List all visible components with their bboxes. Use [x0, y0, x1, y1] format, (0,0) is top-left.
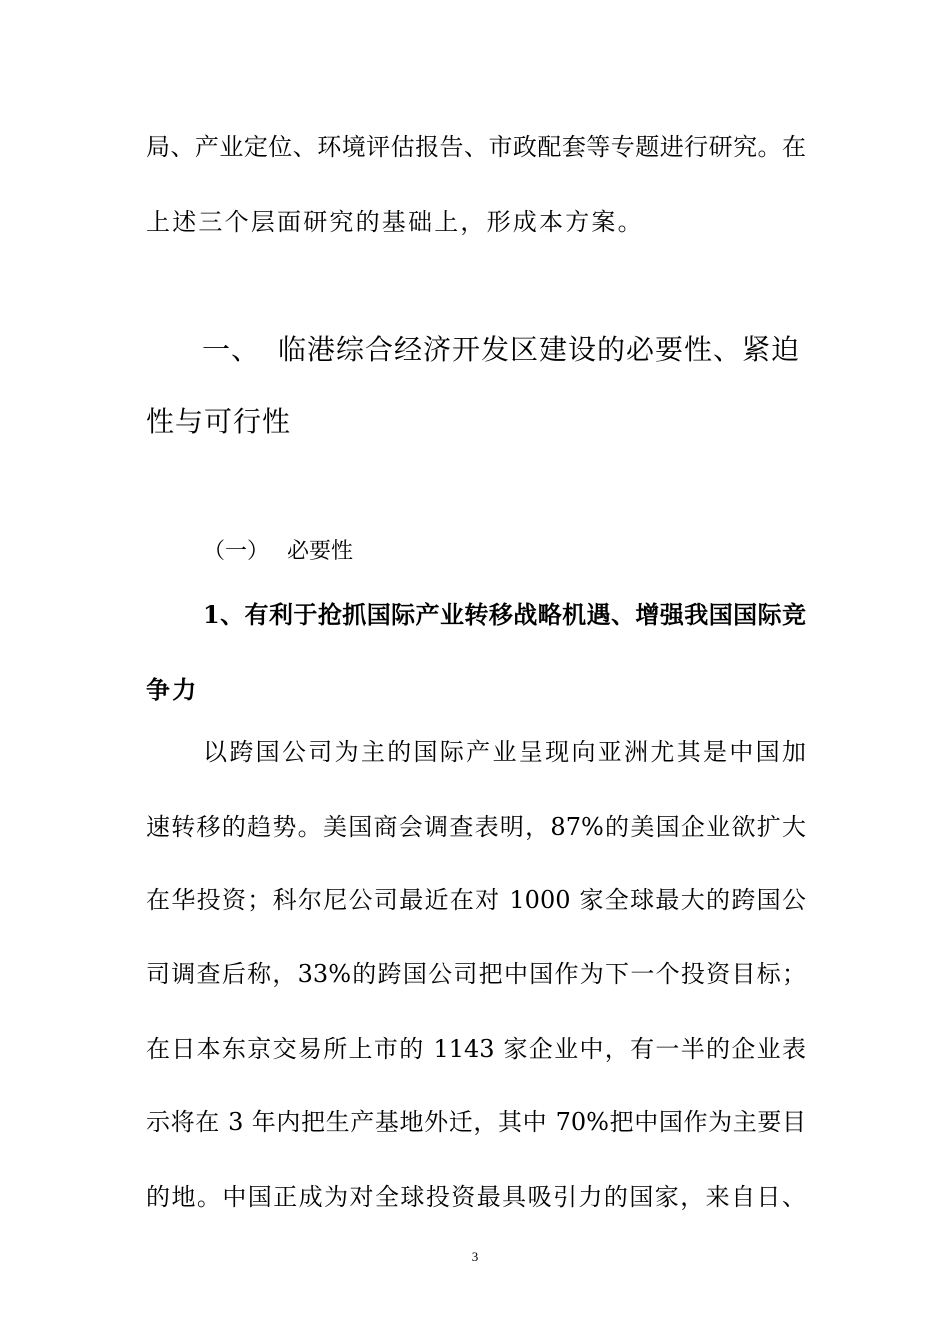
paragraph-line-5: 在日本东京交易所上市的 1143 家企业中，有一半的企业表 [146, 1035, 806, 1063]
section-number: 一、 [202, 333, 261, 366]
paragraph-line-1: 以跨国公司为主的国际产业呈现向亚洲尤其是中国加 [203, 738, 806, 766]
section-title-line-2: 性与可行性 [146, 405, 292, 438]
section-heading [202, 333, 806, 367]
paragraph-line-4: 司调查后称，33%的跨国公司把中国作为下一个投资目标； [146, 960, 806, 988]
paragraph-line-3: 在华投资；科尔尼公司最近在对 1000 家全球最大的跨国公 [146, 886, 806, 914]
point-1-title-line-2: 争力 [146, 675, 199, 704]
subsection-number: （一） [203, 539, 270, 564]
page-number: 3 [471, 1249, 479, 1264]
paragraph-line-6: 示将在 3 年内把生产基地外迁，其中 70%把中国作为主要目 [146, 1108, 806, 1136]
intro-line-2: 上述三个层面研究的基础上，形成本方案。 [146, 208, 644, 236]
subsection-heading [203, 537, 863, 567]
subsection-title: 必要性 [287, 539, 354, 564]
intro-line-1: 局、产业定位、环境评估报告、市政配套等专题进行研究。在 [146, 133, 806, 161]
paragraph-line-2: 速转移的趋势。美国商会调查表明，87%的美国企业欲扩大 [146, 813, 806, 841]
point-1-title-line-1: 1、有利于抢抓国际产业转移战略机遇、增强我国国际竞 [203, 600, 806, 629]
paragraph-line-7: 的地。中国正成为对全球投资最具吸引力的国家，来自日、 [146, 1183, 806, 1211]
section-title-line-1: 临港综合经济开发区建设的必要性、紧迫 [278, 333, 801, 366]
